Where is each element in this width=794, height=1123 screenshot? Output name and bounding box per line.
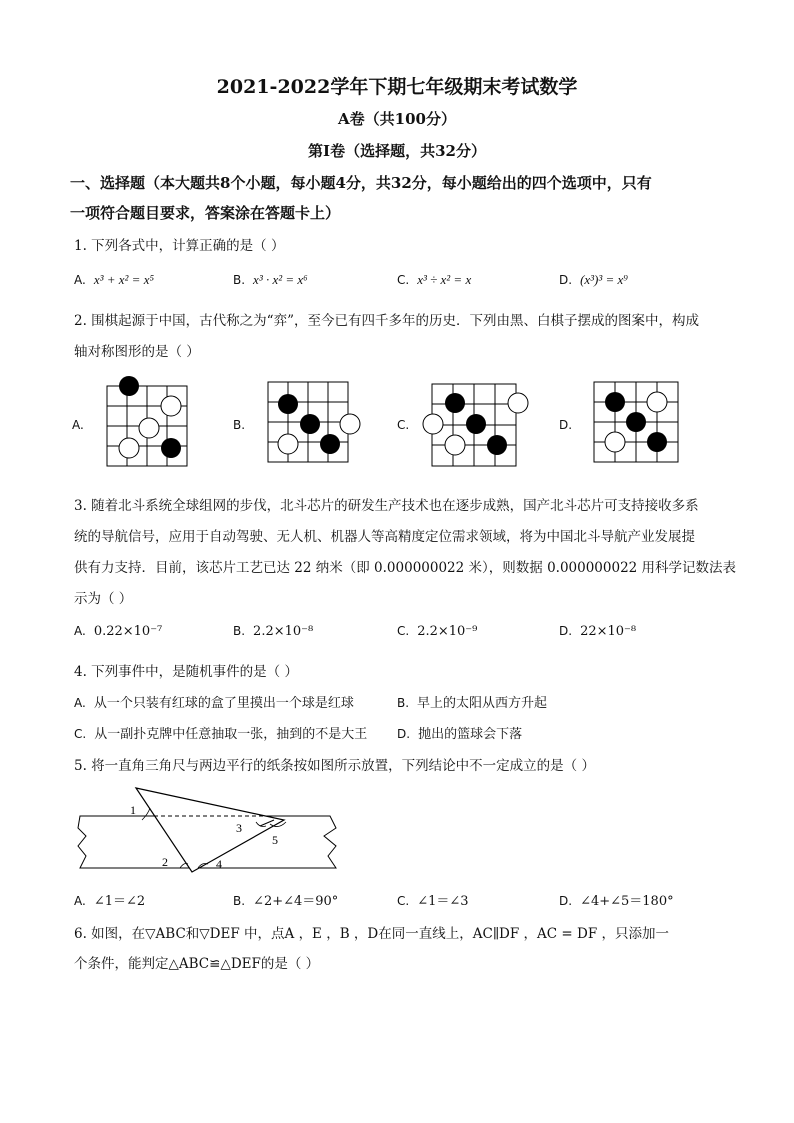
- q6-stem-line2: 个条件，能判定△ABC≌△DEF的是（ ）: [74, 956, 320, 972]
- q4-option-c-label: C.: [74, 727, 87, 741]
- q1-option-a-label: A.: [74, 273, 86, 287]
- q5-stem: 5. 将一直角三角尺与两边平行的纸条按如图所示放置，下列结论中不一定成立的是（ ）: [74, 758, 595, 774]
- angle-label-4: 4: [216, 857, 222, 871]
- q5-option-a[interactable]: [74, 890, 145, 909]
- q1-option-d[interactable]: [559, 272, 628, 288]
- q4-option-b[interactable]: [397, 692, 547, 711]
- q5-figure: [74, 784, 342, 880]
- q4-option-b-label: B.: [397, 696, 410, 710]
- q5-option-c-label: C.: [397, 894, 410, 908]
- q2-stem-line1: 2. 围棋起源于中国，古代称之为“弈”，至今已有四千多年的历史．下列由黑、白棋子摆成的图案中，构成: [74, 313, 699, 329]
- q1-option-c-label: C.: [397, 273, 410, 287]
- go-board-b[interactable]: [262, 378, 362, 466]
- q5-option-d-label: D.: [559, 894, 573, 908]
- q3-option-a-expr: 0.22×10⁻⁷: [93, 624, 163, 639]
- q3-option-c-label: C.: [397, 624, 410, 638]
- white-stone: [340, 414, 360, 434]
- q6-stem-line1: 6. 如图，在▽ABC和▽DEF 中，点A ，E ，B ，D在同一直线上，AC∥DF ，AC = DF ，只添加一: [74, 926, 669, 942]
- q1-option-a[interactable]: [74, 272, 154, 288]
- q2-option-a-label[interactable]: A.: [72, 418, 84, 432]
- black-stone: [161, 438, 181, 458]
- q5-option-b-expr: ∠2+∠4＝90°: [253, 894, 339, 909]
- go-board-c[interactable]: [418, 378, 534, 468]
- q1-option-d-label: D.: [559, 273, 573, 287]
- q3-stem-line4: 示为（ ）: [74, 591, 133, 607]
- q3-option-c-expr: 2.2×10⁻⁹: [417, 624, 478, 639]
- q1-option-b-label: B.: [233, 273, 246, 287]
- q5-option-c-expr: ∠1＝∠3: [417, 894, 469, 909]
- q4-option-d-label: D.: [397, 727, 411, 741]
- part-heading: 第Ⅰ卷（选择题，共32分）: [308, 142, 486, 160]
- q3-option-d-expr: 22×10⁻⁸: [580, 624, 637, 639]
- q3-option-b-expr: 2.2×10⁻⁸: [253, 624, 314, 639]
- white-stone: [161, 396, 181, 416]
- volume-heading: A卷（共100分）: [338, 110, 456, 128]
- angle-label-2: 2: [162, 855, 168, 869]
- q4-option-d[interactable]: [397, 723, 522, 742]
- q4-option-b-text: 早上的太阳从西方升起: [417, 696, 548, 711]
- q1-option-b-expr: x³ · x² = x⁶: [253, 272, 308, 287]
- q2-option-d-label[interactable]: D.: [559, 418, 573, 432]
- q4-option-a-text: 从一个只装有红球的盒了里摸出一个球是红球: [93, 696, 354, 711]
- black-stone: [445, 393, 465, 413]
- q3-option-b[interactable]: [233, 624, 313, 639]
- q3-option-b-label: B.: [233, 624, 246, 638]
- q2-stem-line2: 轴对称图形的是（ ）: [74, 344, 200, 360]
- angle-label-5: 5: [272, 833, 278, 847]
- angle-label-1: 1: [130, 803, 136, 817]
- black-stone: [320, 434, 340, 454]
- q1-option-b[interactable]: [233, 272, 308, 288]
- white-stone: [119, 438, 139, 458]
- q3-option-c[interactable]: [397, 624, 477, 639]
- q4-option-a-label: A.: [74, 696, 86, 710]
- q5-option-b[interactable]: [233, 890, 338, 909]
- q3-option-a-label: A.: [74, 624, 86, 638]
- black-stone: [626, 412, 646, 432]
- q4-option-c[interactable]: [74, 723, 367, 742]
- q4-stem: 4. 下列事件中，是随机事件的是（ ）: [74, 664, 298, 680]
- q5-option-c[interactable]: [397, 890, 469, 909]
- black-stone: [487, 435, 507, 455]
- q3-option-d[interactable]: [559, 624, 636, 639]
- q3-stem-line1: 3. 随着北斗系统全球组网的步伐，北斗芯片的研发生产技术也在逐步成熟，国产北斗芯片可支持接收多系: [74, 498, 699, 514]
- section-heading-line1: 一、选择题（本大题共8个小题，每小题4分，共32分，每小题给出的四个选项中，只有: [70, 174, 652, 192]
- black-stone: [605, 392, 625, 412]
- white-stone: [278, 434, 298, 454]
- white-stone: [605, 432, 625, 452]
- black-stone: [119, 376, 139, 396]
- q4-option-c-text: 从一副扑克牌中任意抽取一张，抽到的不是大王: [94, 727, 368, 742]
- q4-option-d-text: 抛出的篮球会下落: [418, 727, 523, 742]
- black-stone: [278, 394, 298, 414]
- q4-option-a[interactable]: [74, 692, 354, 711]
- q5-option-a-label: A.: [74, 894, 86, 908]
- angle-label-3: 3: [236, 821, 242, 835]
- q3-stem-line3: 供有力支持．目前，该芯片工艺已达 22 纳米（即 0.000000022 米），则数据 0.000000022 用科学记数法表: [74, 560, 737, 576]
- white-stone: [423, 414, 443, 434]
- section-heading-line2: 一项符合题目要求，答案涂在答题卡上）: [70, 204, 341, 222]
- white-stone: [445, 435, 465, 455]
- black-stone: [647, 432, 667, 452]
- go-board-a[interactable]: [104, 374, 190, 472]
- q5-option-b-label: B.: [233, 894, 246, 908]
- q1-option-d-expr: (x³)³ = x⁹: [580, 272, 628, 287]
- go-board-d[interactable]: [590, 378, 686, 466]
- q3-stem-line2: 统的导航信号，应用于自动驾驶、无人机、机器人等高精度定位需求领域，将为中国北斗导航产业发展提: [74, 529, 695, 545]
- q1-option-c-expr: x³ ÷ x² = x: [417, 272, 472, 287]
- q2-option-c-label[interactable]: C.: [397, 418, 410, 432]
- q1-stem: 1. 下列各式中，计算正确的是（ ）: [74, 238, 285, 254]
- white-stone: [647, 392, 667, 412]
- q2-option-b-label[interactable]: B.: [233, 418, 246, 432]
- white-stone: [139, 418, 159, 438]
- q5-option-d[interactable]: [559, 890, 674, 909]
- q5-option-d-expr: ∠4+∠5＝180°: [580, 894, 674, 909]
- q1-option-c[interactable]: [397, 272, 471, 288]
- q3-option-d-label: D.: [559, 624, 573, 638]
- white-stone: [508, 393, 528, 413]
- q3-option-a[interactable]: [74, 624, 162, 639]
- page-title: 2021-2022学年下期七年级期末考试数学: [216, 76, 578, 98]
- q5-option-a-expr: ∠1＝∠2: [93, 894, 146, 909]
- q1-option-a-expr: x³ + x² = x⁵: [93, 272, 154, 287]
- black-stone: [466, 414, 486, 434]
- black-stone: [300, 414, 320, 434]
